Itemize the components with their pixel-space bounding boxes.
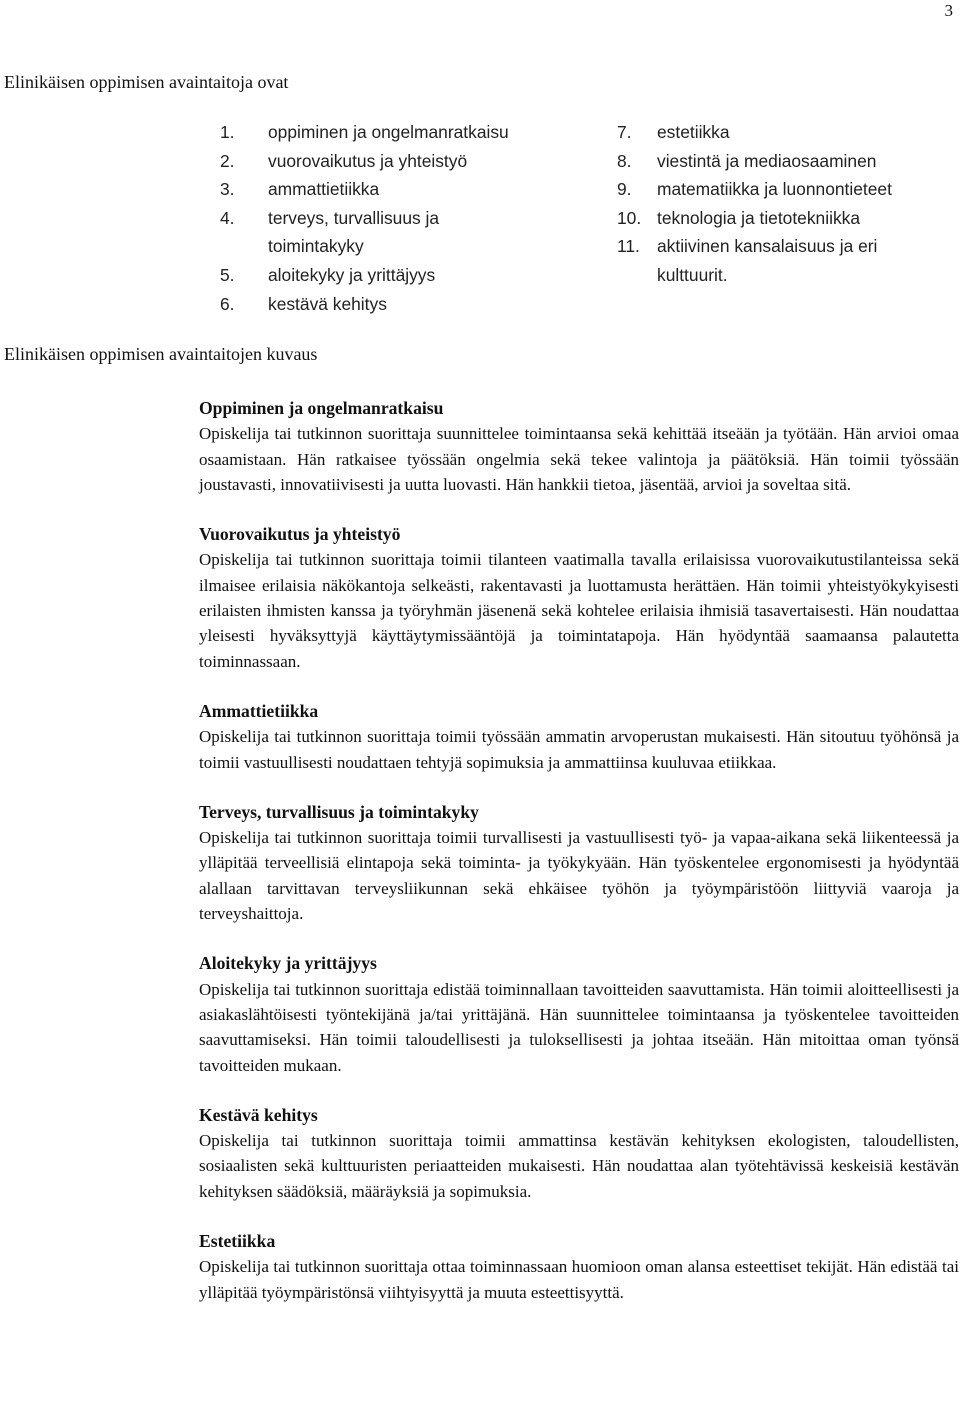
list-item (220, 261, 520, 290)
list-item-label: estetiikka (657, 122, 730, 142)
list-item (617, 232, 957, 289)
list-item-label: kestävä kehitys (268, 293, 387, 314)
list-item-number: 11. (617, 236, 640, 257)
section-aloitekyky (199, 951, 959, 1077)
list-item-number: 10. (617, 207, 642, 228)
list-item-label: ammattietiikka (268, 179, 380, 200)
list-item-number: 7. (617, 122, 632, 142)
section-body: Opiskelija tai tutkinnon suorittaja toimii ammattinsa kestävän kehityksen ekologisten, taloudellisten, sosiaalisten sekä kulttuuristen periaatteiden mukaisesti. Hän noudattaa alan työtehtävissä keskeisiä kestävän kehityksen säädöksiä, määräyksiä ja sopimuksia. (199, 1131, 959, 1201)
description-heading: Elinikäisen oppimisen avaintaitojen kuvaus (4, 344, 318, 364)
competence-list-left (220, 118, 520, 318)
intro-heading: Elinikäisen oppimisen avaintaitoja ovat (4, 72, 289, 92)
list-item (220, 290, 520, 319)
section-body: Opiskelija tai tutkinnon suorittaja toimii työssään ammatin arvoperustan mukaisesti. Hän sitoutuu työhönsä ja toimii vastuullisesti noudattaen tehtyjä sopimuksia ja ammattiinsa kuuluvaa etiikkaa. (199, 727, 959, 772)
section-title: Aloitekyky ja yrittäjyys (199, 953, 377, 974)
list-item-number: 5. (220, 264, 235, 285)
section-ammattietiikka (199, 699, 959, 775)
section-title: Estetiikka (199, 1231, 276, 1252)
list-item-label: teknologia ja tietotekniikka (657, 207, 861, 228)
list-item (617, 175, 957, 204)
list-item (220, 175, 520, 204)
section-body: Opiskelija tai tutkinnon suorittaja toimii tilanteen vaatimalla tavalla erilaisissa vuorovaikutustilanteissa sekä ilmaisee erilaisia näkökantoja selkeästi, rakentavasti ja luottamusta herättäen. Hän toimii yhteistyökykyisesti erilaisten ihmisten kanssa ja työryhmän jäsenenä sekä kohtelee erilaisia ihmisiä tasavertaisesti. Hän noudattaa yleisesti hyväksyttyjä käyttäytymissääntöjä ja toimintatapoja. Hän hyödyntää saamaansa palautetta toiminnassaan. (199, 550, 959, 671)
list-item (617, 118, 957, 147)
list-item-number: 3. (220, 179, 235, 200)
list-item (220, 118, 520, 147)
section-body: Opiskelija tai tutkinnon suorittaja toimii turvallisesti ja vastuullisesti työ- ja vapaa-aikana sekä liikenteessä ja ylläpitää terveellisiä elintapoja sekä toiminta- ja työkykyään. Hän työskentelee ergonomisesti ja hyödyntää alallaan tarvittavan terveysliikunnan sekä ehkäisee työhön ja työympäristöön liittyviä vaaroja ja terveyshaittoja. (199, 828, 959, 924)
list-item-number: 1. (220, 122, 235, 142)
section-estetiikka (199, 1229, 959, 1305)
section-oppiminen (199, 396, 959, 497)
section-title: Terveys, turvallisuus ja toimintakyky (199, 801, 479, 822)
section-title: Vuorovaikutus ja yhteistyö (199, 524, 401, 545)
list-item-label: viestintä ja mediaosaaminen (657, 150, 877, 171)
list-item-label: matematiikka ja luonnontieteet (657, 179, 892, 200)
section-title: Kestävä kehitys (199, 1104, 318, 1125)
list-item-label: oppiminen ja ongelmanratkaisu (268, 122, 509, 142)
list-item-number: 8. (617, 150, 632, 171)
list-item-label: aloitekyky ja yrittäjyys (268, 264, 436, 285)
section-terveys (199, 800, 959, 926)
page-number: 3 (944, 1, 953, 20)
list-item-label: vuorovaikutus ja yhteistyö (268, 150, 468, 171)
section-body: Opiskelija tai tutkinnon suorittaja ottaa toiminnassaan huomioon oman alansa esteettiset tekijät. Hän edistää tai ylläpitää työympäristönsä viihtyisyyttä ja muuta esteettisyyttä. (199, 1257, 959, 1302)
section-body: Opiskelija tai tutkinnon suorittaja edistää toiminnallaan tavoitteiden saavuttamista. Hän toimii aloitteellisesti ja asiakaslähtöisesti työntekijänä ja/tai yrittäjänä. Hän suunnittelee toimintaansa ja työskentelee tavoitteiden saavuttamiseksi. Hän toimii taloudellisesti ja tuloksellisesti ja johtaa itseään. Hän mitoittaa oman työnsä tavoitteiden mukaan. (199, 979, 959, 1075)
list-item (220, 147, 520, 176)
section-title: Ammattietiikka (199, 700, 319, 721)
section-body: Opiskelija tai tutkinnon suorittaja suunnittelee toimintaansa sekä kehittää itseään ja työtään. Hän arvioi omaa osaamistaan. Hän ratkaisee työssään ongelmia sekä tekee valintoja ja päätöksiä. Hän toimii työssään joustavasti, innovatiivisesti ja uutta luovasti. Hän hankkii tietoa, jäsentää, arvioi ja soveltaa sitä. (199, 424, 959, 494)
list-item-label: terveys, turvallisuus ja toimintakyky (268, 207, 440, 257)
section-vuorovaikutus (199, 522, 959, 674)
list-item-label: aktiivinen kansalaisuus ja eri kulttuurit. (657, 236, 878, 285)
competence-list-right (617, 118, 957, 290)
list-item (617, 147, 957, 176)
list-item (617, 204, 957, 233)
list-item (220, 204, 520, 261)
list-item-number: 4. (220, 207, 235, 228)
section-kestava-kehitys (199, 1103, 959, 1204)
list-item-number: 2. (220, 150, 235, 171)
competence-descriptions (199, 396, 959, 1330)
section-title: Oppiminen ja ongelmanratkaisu (199, 398, 444, 418)
list-item-number: 6. (220, 293, 235, 314)
list-item-number: 9. (617, 179, 632, 200)
